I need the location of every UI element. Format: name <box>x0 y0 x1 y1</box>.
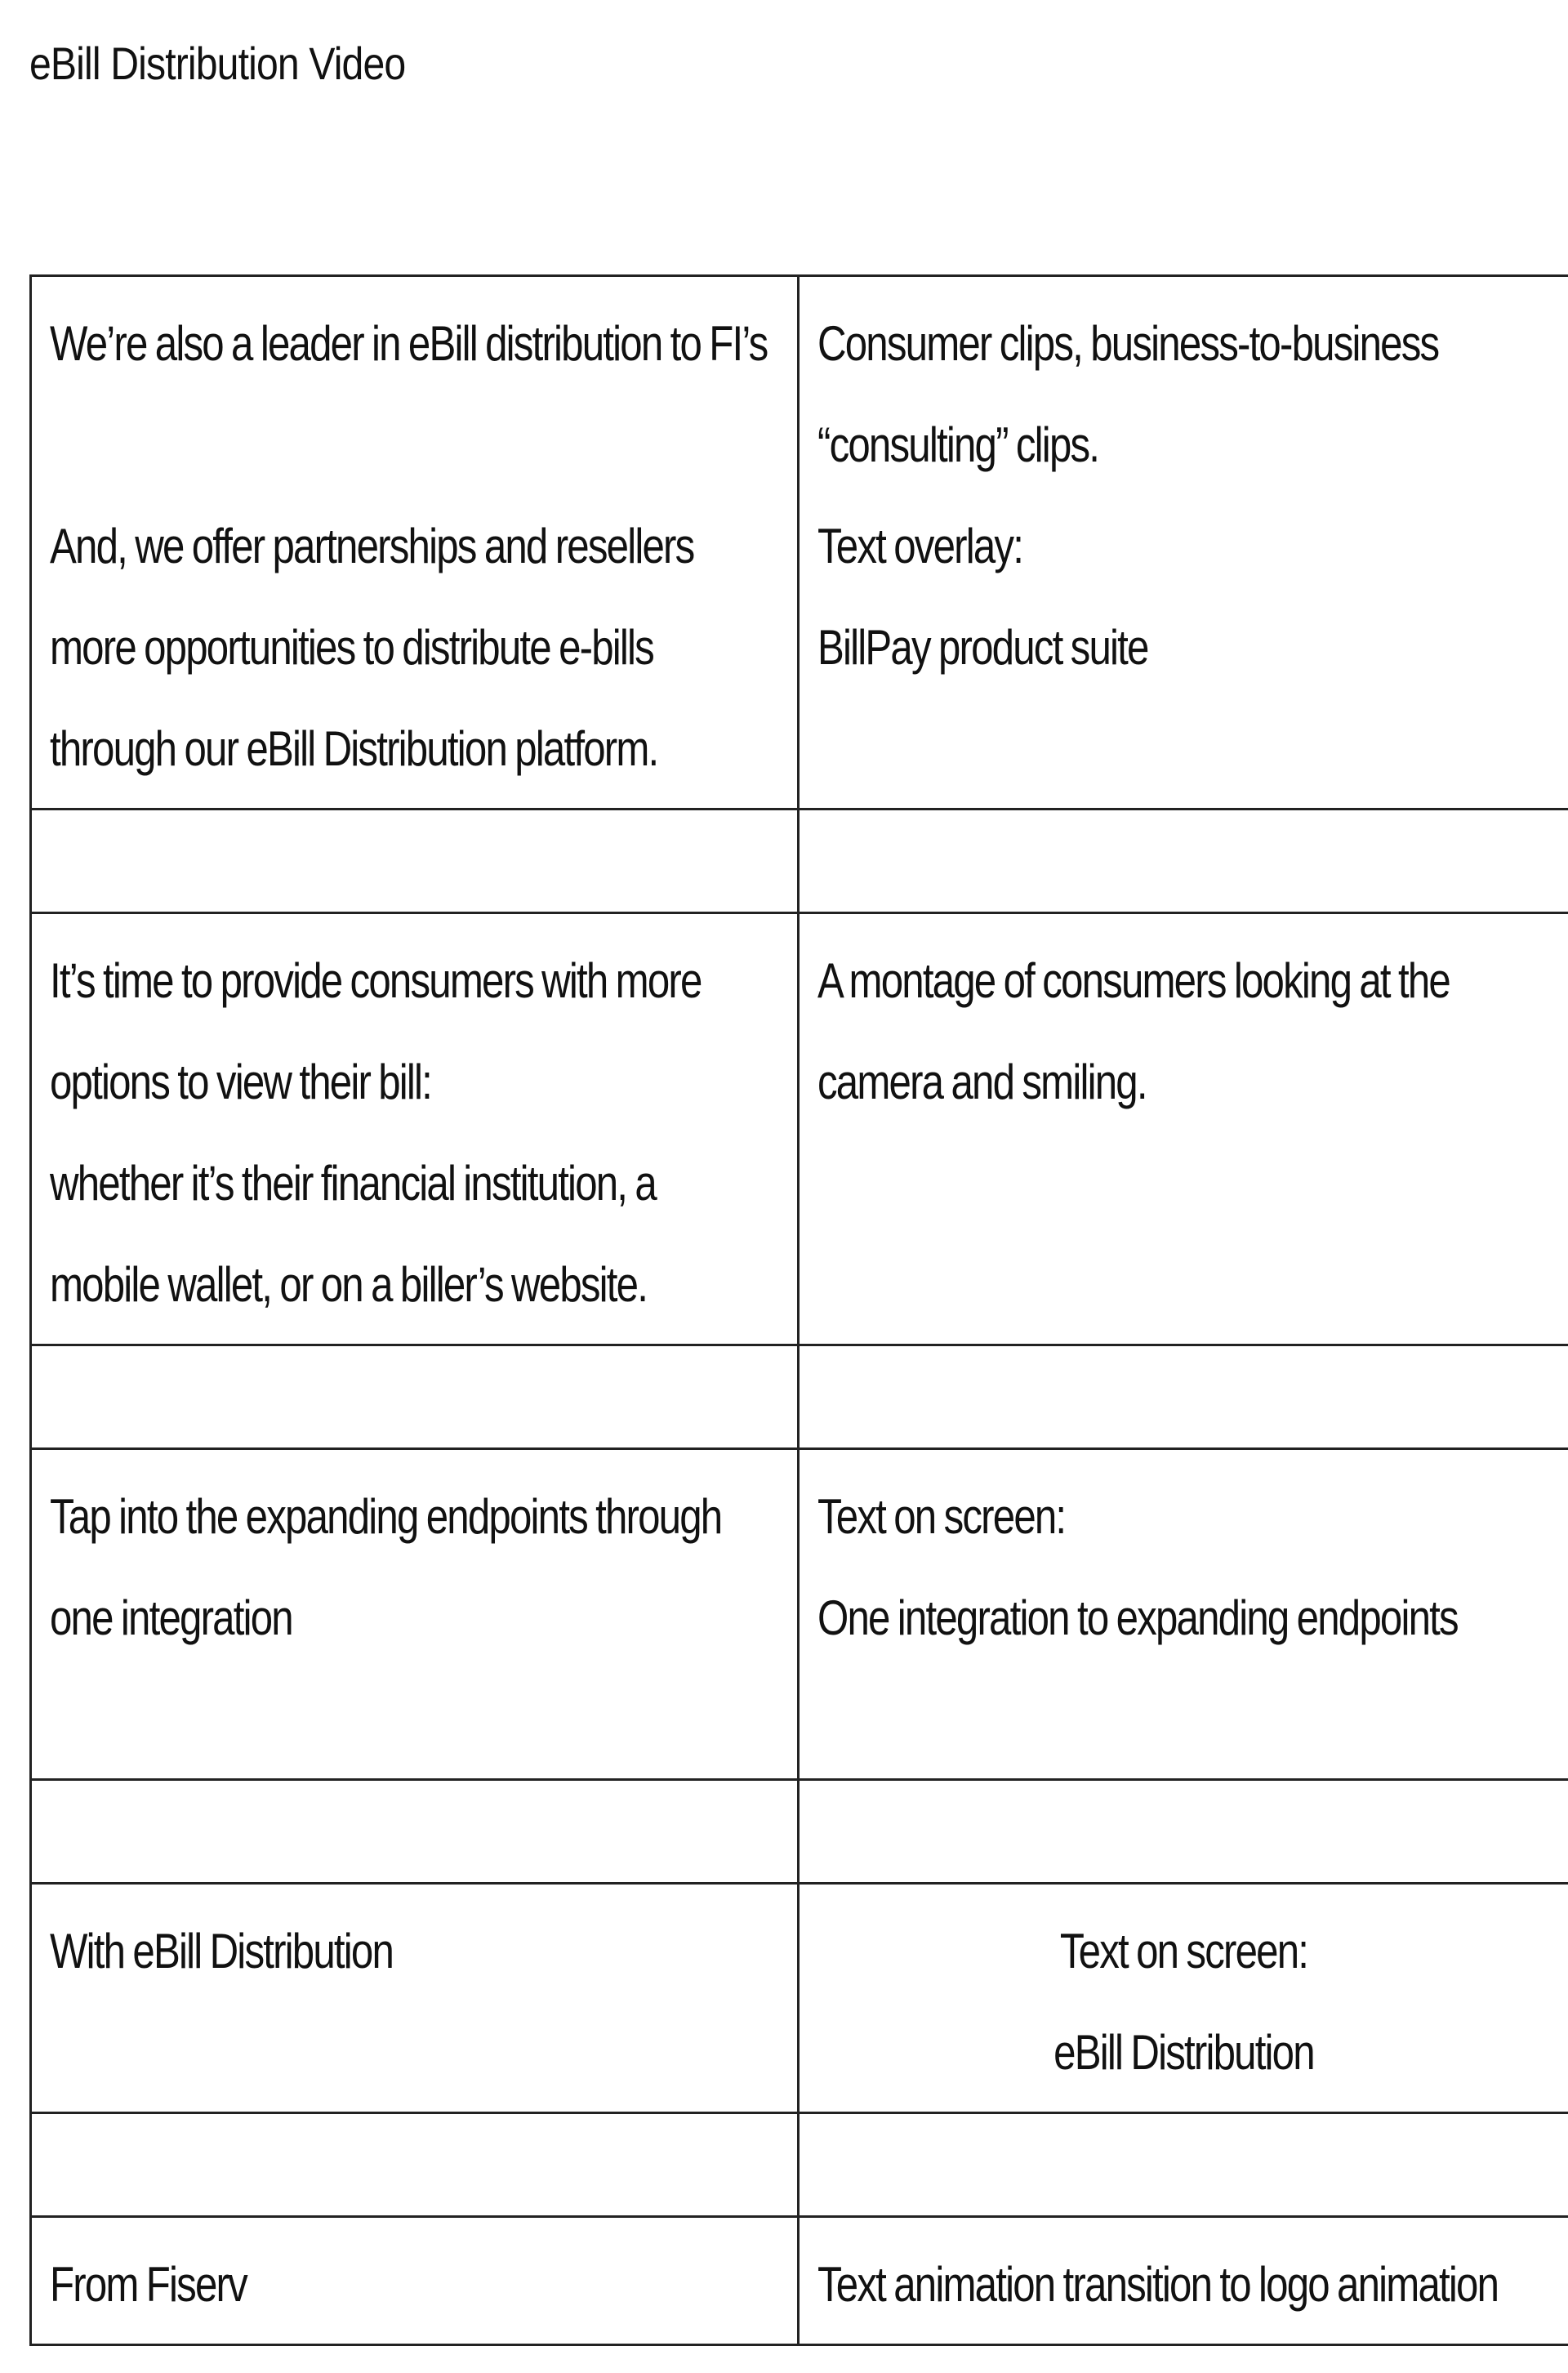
visual-line: camera and smiling. <box>817 1055 1147 1109</box>
empty-cell <box>31 2113 799 2217</box>
narration-line: It’s time to provide consumers with more <box>50 953 702 1008</box>
spacer-row <box>31 1780 1568 1884</box>
visual-line: BillPay product suite <box>817 620 1148 675</box>
visual-line: Consumer clips, business-to-business <box>817 316 1439 371</box>
narration-line: From Fiserv <box>50 2257 247 2312</box>
empty-cell <box>799 810 1568 913</box>
empty-cell <box>31 1345 799 1449</box>
visual-line: Text overlay: <box>817 519 1023 573</box>
table-row <box>31 913 1568 1345</box>
visual-line: “consulting” clips. <box>817 417 1099 472</box>
narration-line: options to view their bill: <box>50 1055 432 1109</box>
empty-cell <box>799 1780 1568 1884</box>
table-row <box>31 276 1568 810</box>
spacer-row <box>31 1345 1568 1449</box>
visual-cell <box>799 1884 1568 2113</box>
narration-line: whether it’s their financial institution, a <box>50 1156 656 1211</box>
narration-cell <box>31 913 799 1345</box>
table-row <box>31 1449 1568 1780</box>
visual-cell <box>799 2217 1568 2345</box>
visual-line: Text animation transition to logo animation <box>817 2257 1499 2312</box>
narration-line: With eBill Distribution <box>50 1924 394 1978</box>
visual-line: One integration to expanding endpoints <box>817 1590 1458 1645</box>
narration-line: And, we offer partnerships and resellers <box>50 519 694 573</box>
table-row <box>31 2217 1568 2345</box>
blank-line <box>50 395 779 496</box>
spacer-row <box>31 2113 1568 2217</box>
visual-cell <box>799 276 1568 810</box>
visual-cell <box>799 1449 1568 1780</box>
empty-cell <box>799 2113 1568 2217</box>
spacer-row <box>31 810 1568 913</box>
narration-line: through our eBill Distribution platform. <box>50 721 658 776</box>
empty-cell <box>31 810 799 913</box>
narration-cell <box>31 1449 799 1780</box>
empty-cell <box>31 1780 799 1884</box>
visual-line: Text on screen: <box>1059 1924 1308 1978</box>
narration-line: one integration <box>50 1590 292 1645</box>
narration-line: more opportunities to distribute e-bills <box>50 620 653 675</box>
visual-cell <box>799 913 1568 1345</box>
table-row <box>31 1884 1568 2113</box>
narration-line: We’re also a leader in eBill distribution to FI’s <box>50 316 768 371</box>
narration-cell <box>31 1884 799 2113</box>
visual-line: Text on screen: <box>817 1489 1066 1544</box>
narration-line: Tap into the expanding endpoints through <box>50 1489 722 1544</box>
visual-line: eBill Distribution <box>1054 2025 1314 2080</box>
script-table <box>29 274 1568 2346</box>
visual-line: A montage of consumers looking at the <box>817 953 1450 1008</box>
document-title: eBill Distribution Video <box>29 38 406 89</box>
narration-cell <box>31 276 799 810</box>
narration-line: mobile wallet, or on a biller’s website. <box>50 1257 648 1312</box>
narration-cell <box>31 2217 799 2345</box>
empty-cell <box>799 1345 1568 1449</box>
